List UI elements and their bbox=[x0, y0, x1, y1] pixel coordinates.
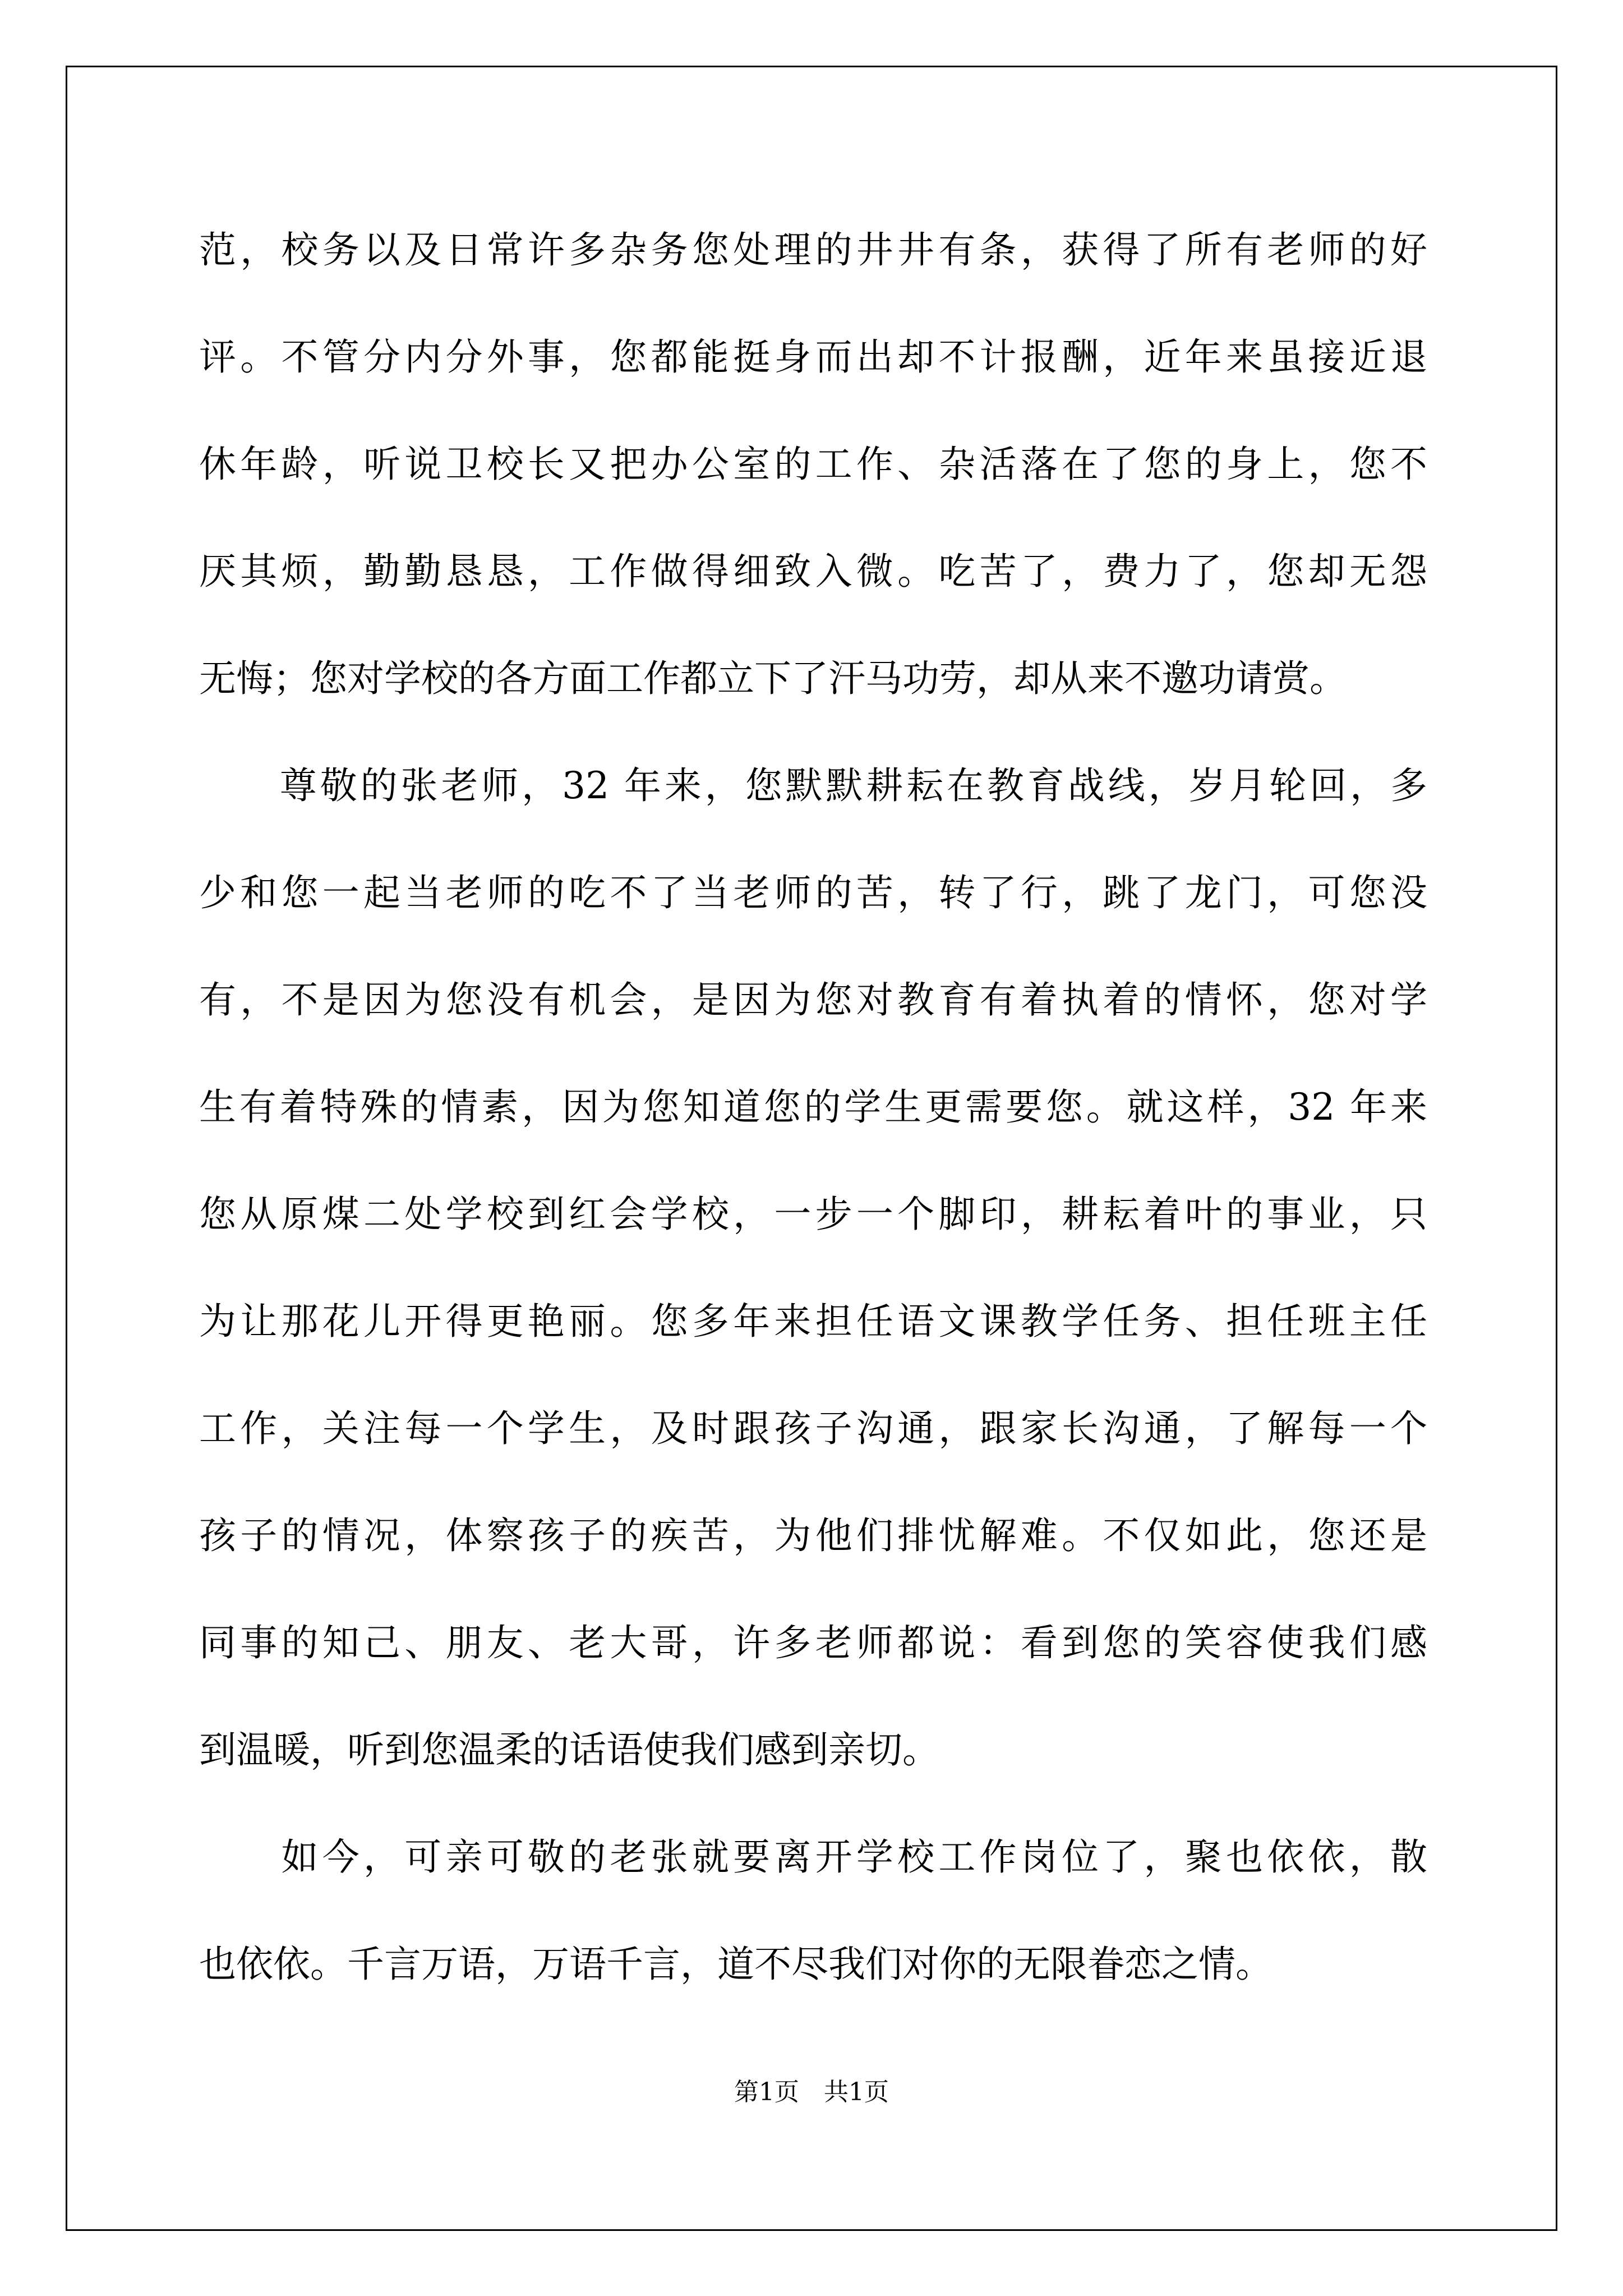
text-line: 范，校务以及日常许多杂务您处理的井井有条，获得了所有老师的好 bbox=[199, 228, 1427, 272]
text-line: 尊敬的张老师，32 年来，您默默耕耘在教育战线，岁月轮回，多 bbox=[199, 764, 1427, 807]
text-line: 生有着特殊的情素，因为您知道您的学生更需要您。就这样，32 年来 bbox=[199, 1085, 1427, 1129]
text-line: 少和您一起当老师的吃不了当老师的苦，转了行，跳了龙门，可您没 bbox=[199, 871, 1427, 914]
text-line: 也依依。千言万语，万语千言，道不尽我们对你的无限眷恋之情。 bbox=[199, 1943, 1272, 1986]
text-line: 为让那花儿开得更艳丽。您多年来担任语文课教学任务、担任班主任 bbox=[199, 1300, 1427, 1343]
text-line: 休年龄，听说卫校长又把办公室的工作、杂活落在了您的身上，您不 bbox=[199, 443, 1427, 486]
text-line: 厌其烦，勤勤恳恳，工作做得细致入微。吃苦了，费力了，您却无怨 bbox=[199, 550, 1427, 593]
text-line: 如今，可亲可敬的老张就要离开学校工作岗位了，聚也依依，散 bbox=[199, 1835, 1427, 1879]
text-line: 工作，关注每一个学生，及时跟孩子沟通，跟家长沟通，了解每一个 bbox=[199, 1407, 1427, 1450]
page-number-footer: 第1页 共1页 bbox=[734, 2078, 889, 2106]
text-line: 到温暖，听到您温柔的话语使我们感到亲切。 bbox=[199, 1728, 939, 1772]
text-line: 同事的知己、朋友、老大哥，许多老师都说：看到您的笑容使我们感 bbox=[199, 1621, 1427, 1664]
text-line: 您从原煤二处学校到红会学校，一步一个脚印，耕耘着叶的事业，只 bbox=[199, 1193, 1427, 1236]
document-body bbox=[199, 196, 1427, 2018]
text-line: 无悔；您对学校的各方面工作都立下了汗马功劳，却从来不邀功请赏。 bbox=[199, 657, 1347, 700]
text-line: 评。不管分内分外事，您都能挺身而出却不计报酬，近年来虽接近退 bbox=[199, 335, 1427, 379]
text-line: 有，不是因为您没有机会，是因为您对教育有着执着的情怀，您对学 bbox=[199, 978, 1427, 1022]
text-line: 孩子的情况，体察孩子的疾苦，为他们排忧解难。不仅如此，您还是 bbox=[199, 1514, 1427, 1557]
